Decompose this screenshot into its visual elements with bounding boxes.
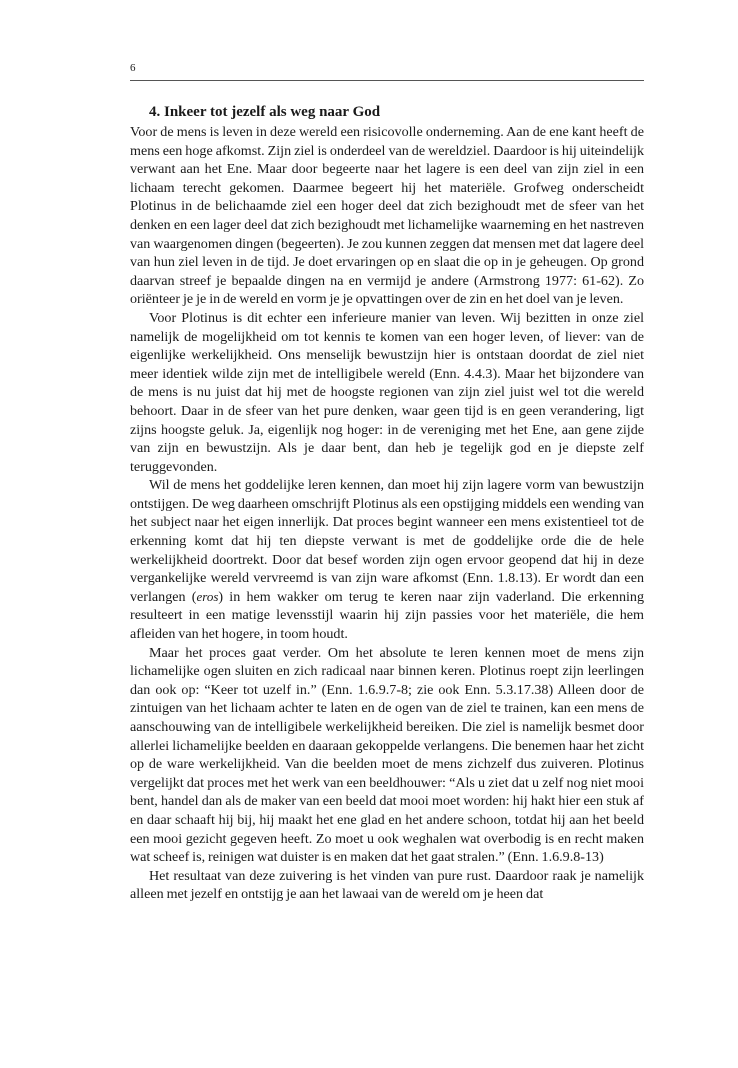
paragraph-4: Maar het proces gaat verder. Om het absolute te leren kennen moet de mens zijn lichamelijke ogen sluiten en zich radicaal naar binnen keren. Plotinus roept zijn leerlingen dan ook op: “Keer tot uzelf in.” (Enn. 1.6.9.7-8; zie ook Enn. 5.3.17.38) Alleen door de zintuigen van het lichaam achter te laten en de ogen van de ziel te trainen, kan een mens de aanschouwing van de intelligibele werkelijkheid bereiken. Die ziel is namelijk besmet door allerlei lichamelijke beelden en daaraan gekoppelde verlangens. Die benemen haar het zicht op de ware werkelijkheid. Van die beelden moet de mens zichzelf dus zuiveren. Plotinus vergelijkt dat proces met het werk van een beeldhouwer: “Als u ziet dat u zelf nog niet mooi bent, handel dan als de maker van een beeld dat mooi moet worden: hij hakt hier een stuk af en daar schaaft hij bij, hij maakt het ene glad en het andere schoon, totdat hij aan het beeld een mooi gezicht gegeven heeft. Zo moet u ook weghalen wat overbodig is en recht maken wat scheef is, reinigen wat duister is en maken dat het gaat stralen.” (Enn. 1.6.9.8-13) [130,644,644,866]
page-number: 6 [130,62,136,74]
section-heading: 4. Inkeer tot jezelf als weg naar God [149,104,381,120]
paragraph-1: Voor de mens is leven in deze wereld een risicovolle onderneming. Aan de ene kant heeft de mens een hoge afkomst. Zijn ziel is onderdeel van de wereldziel. Daardoor is hij uiteindelijk verwant aan het Ene. Maar door begeerte naar het lagere is een deel van zijn ziel in een lichaam terecht gekomen. Daarmee begeert hij het materiële. Grofweg onderscheidt Plotinus in de belichaamde ziel een hoger deel dat zich bezighoudt met de sfeer van het denken en een lager deel dat zich bezighoudt met lichamelijke waarneming en het nastreven van waargenomen dingen (begeerten). Je zou kunnen zeggen dat mensen met dat lagere deel van hun ziel leven in de tijd. Je doet ervaringen op en slaat die op in je geheugen. Op grond daarvan streef je bepaalde dingen na en vermijd je andere (Armstrong 1977: 61-62). Zo oriënteer je je in de wereld en vorm je je opvattingen over de zin en het doel van je leven. [130,124,644,308]
paragraph-5: Het resultaat van deze zuivering is het vinden van pure rust. Daardoor raak je namelijk alleen met jezelf en ontstijg je aan het lawaai van de wereld om je heen dat [130,867,644,903]
eros-emphasis: eros [196,588,219,604]
page-body [130,102,644,904]
paragraph-2: Voor Plotinus is dit echter een inferieure manier van leven. Wij bezitten in onze ziel namelijk de mogelijkheid om tot kennis te komen van een hoger leven, of liever: van de eigenlijke werkelijkheid. Ons menselijk bewustzijn hier is ontstaan doordat de ziel niet meer identiek wilde zijn met de intelligibele wereld (Enn. 4.4.3). Maar het bijzondere van de mens is nu juist dat hij met de hoogste regionen van zijn ziel juist wel tot die wereld behoort. Daar in de sfeer van het pure denken, waar geen tijd is en geen verandering, ligt zijns hoogste geluk. Ja, eigenlijk nog hoger: in de vereniging met het Ene, aan gene zijde van zijn en bewustzijn. Als je daar bent, dan heb je tegelijk god en je diepste zelf teruggevonden. [130,309,644,475]
paragraph-3-text-before: Wil de mens het goddelijke leren kennen, dan moet hij zijn lagere vorm van bewustzijn ontstijgen. De weg daarheen omschrijft Plotinus als een opstijging middels een wending van het subject naar het eigen innerlijk. Dat proces begint wanneer een mens existentieel tot de erkenning komt dat hij ten diepste verwant is met de goddelijke orde die de hele werkelijkheid doortrekt. Door dat besef worden zijn ogen ervoor geopend dat hij in deze vergankelijke wereld vervreemd is van zijn ware afkomst (Enn. 1.8.13). Er wordt dan een verlangen ( [130,477,644,605]
header-rule [130,80,644,81]
paragraph-3-text-after: ) in hem wakker om terug te keren naar zijn vaderland. Die erkenning resulteert in een matige levensstijl waarin hij zijn passies voor het materiële, die hem afleiden van het hogere, in toom houdt. [130,588,644,643]
paragraph-3 [130,476,644,643]
